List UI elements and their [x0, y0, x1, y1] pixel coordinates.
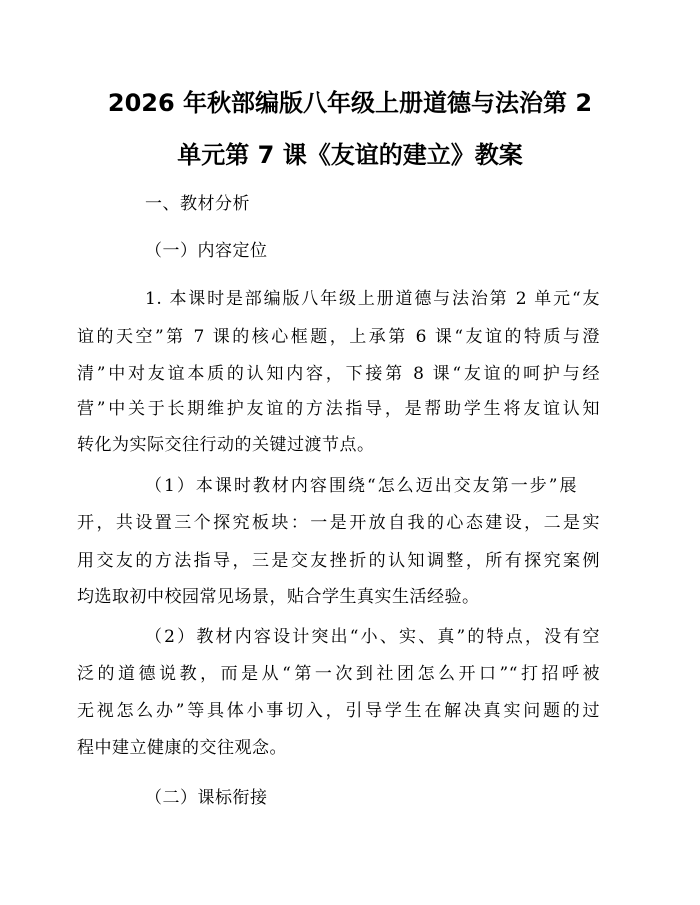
paragraph-line: 转化为实际交往行动的关键过渡节点。: [77, 435, 375, 455]
paragraph-line: 用交友的方法指导，三是交友挫折的认知调整，所有探究案例: [77, 551, 600, 571]
paragraph-line: 开，共设置三个探究板块：一是开放自我的心态建设，二是实: [77, 513, 600, 533]
section-heading: 一、教材分析: [145, 194, 250, 214]
paragraph-line: 泛的道德说教，而是从“第一次到社团怎么开口”“打招呼被: [77, 664, 600, 684]
paragraph-line: 营”中关于长期维护友谊的方法指导，是帮助学生将友谊认知: [77, 399, 600, 419]
paragraph-line: 无视怎么办”等具体小事切入，引导学生在解决真实问题的过: [77, 701, 600, 721]
paragraph-line: （1）本课时教材内容围绕“怎么迈出交友第一步”展: [145, 476, 577, 496]
paragraph-line: 程中建立健康的交往观念。: [77, 738, 287, 758]
paragraph-line: 均选取初中校园常见场景，贴合学生真实生活经验。: [77, 587, 480, 607]
subsection-heading: （二）课标衔接: [145, 788, 268, 808]
paragraph-line: 清”中对友谊本质的认知内容，下接第 8 课“友谊的呵护与经: [77, 364, 600, 384]
document-title-line-2: 单元第 7 课《友谊的建立》教案: [177, 141, 523, 169]
paragraph-line: 1. 本课时是部编版八年级上册道德与法治第 2 单元“友: [145, 289, 600, 309]
paragraph-line: （2）教材内容设计突出“小、实、真”的特点，没有空: [145, 627, 600, 647]
paragraph-line: 谊的天空”第 7 课的核心框题，上承第 6 课“友谊的特质与澄: [77, 327, 600, 347]
document-title-line-1: 2026 年秋部编版八年级上册道德与法治第 2: [107, 89, 593, 117]
subsection-heading: （一）内容定位: [145, 241, 268, 261]
